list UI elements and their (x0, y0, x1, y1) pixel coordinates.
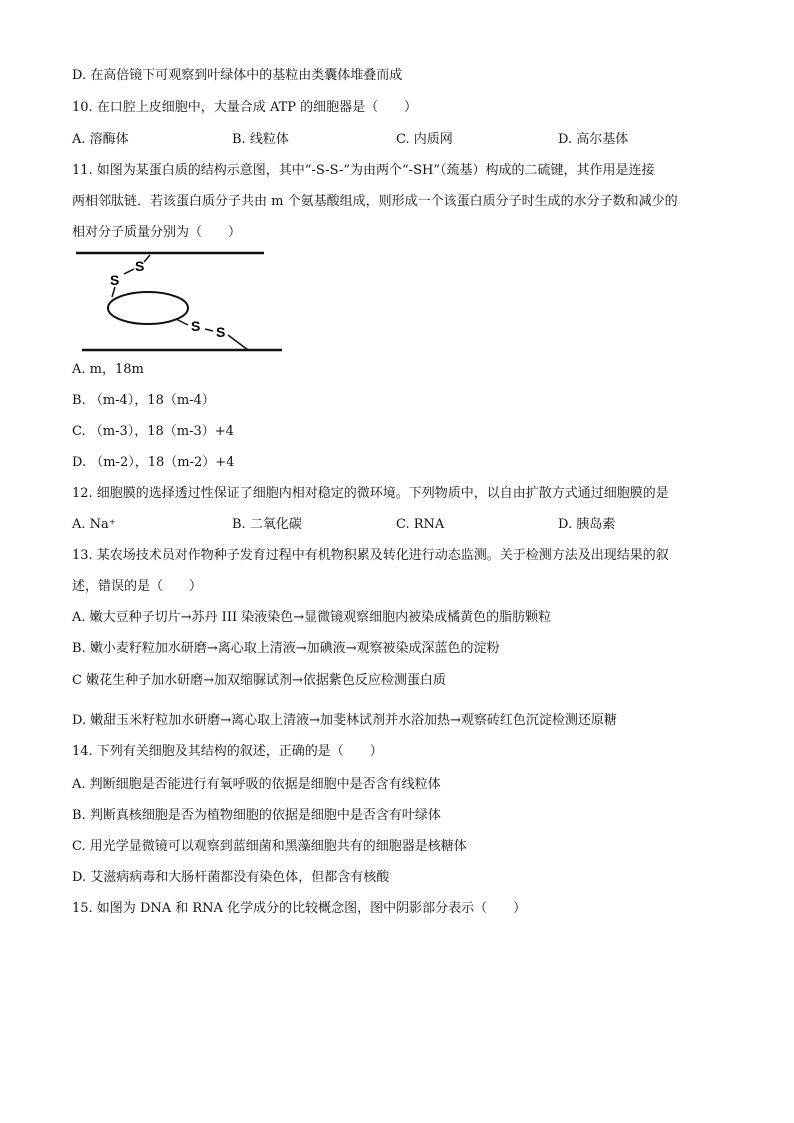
q13-option-c: C 嫩花生种子加水研磨→加双缩脲试剂→依据紫色反应检测蛋白质 (72, 673, 446, 688)
q13-stem-line2: 述，错误的是（ ） (72, 579, 203, 594)
q11-option-b: B. （m-4），18（m-4） (72, 393, 215, 408)
q11-stem-line3: 相对分子质量分别为（ ） (72, 225, 242, 240)
sulfur-label-4: S (216, 324, 226, 340)
q9-option-d: D. 在高倍镜下可观察到叶绿体中的基粒由类囊体堆叠而成 (72, 68, 403, 83)
q12-option-a: A. Na⁺ (72, 517, 116, 532)
q12-option-d: D. 胰岛素 (558, 517, 616, 532)
q14-option-d: D. 艾滋病病毒和大肠杆菌都没有染色体，但都含有核酸 (72, 870, 390, 885)
sulfur-label-1: S (135, 258, 145, 274)
q13-option-a: A. 嫩大豆种子切片→苏丹 III 染液染色→显微镜观察细胞内被染成橘黄色的脂肪颗粒 (72, 610, 552, 625)
q13-option-b: B. 嫩小麦籽粒加水研磨→离心取上清液→加碘液→观察被染成深蓝色的淀粉 (72, 641, 500, 656)
q11-option-a: A. m，18m (72, 362, 144, 377)
q10-option-c: C. 内质网 (396, 132, 453, 147)
q11-option-d: D. （m-2），18（m-2）+4 (72, 455, 235, 470)
q14-option-a: A. 判断细胞是否能进行有氧呼吸的依据是细胞中是否含有线粒体 (72, 777, 441, 792)
q12-stem: 12. 细胞膜的选择透过性保证了细胞内相对稳定的微环境。下列物质中，以自由扩散方式通过细胞膜的是 (72, 486, 669, 501)
protein-structure-figure (72, 247, 287, 357)
q13-stem-line1: 13. 某农场技术员对作物种子发育过程中有机物积累及转化进行动态监测。关于检测方法及出现结果的叙 (72, 548, 669, 563)
q15-stem: 15. 如图为 DNA 和 RNA 化学成分的比较概念图，图中阴影部分表示（ ） (72, 901, 527, 916)
q13-option-d: D. 嫩甜玉米籽粒加水研磨→离心取上清液→加斐林试剂并水浴加热→观察砖红色沉淀检测还原糖 (72, 713, 617, 728)
sulfur-label-2: S (110, 272, 120, 288)
q11-option-c: C. （m-3），18（m-3）+4 (72, 424, 234, 439)
q10-stem: 10. 在口腔上皮细胞中，大量合成 ATP 的细胞器是（ ） (72, 100, 418, 115)
q10-option-d: D. 高尔基体 (558, 132, 629, 147)
q14-option-c: C. 用光学显微镜可以观察到蓝细菌和黑藻细胞共有的细胞器是核糖体 (72, 839, 467, 854)
sulfur-label-3: S (191, 318, 201, 334)
q10-option-b: B. 线粒体 (232, 132, 289, 147)
q11-stem-line2: 两相邻肽链．若该蛋白质分子共由 m 个氨基酸组成，则形成一个该蛋白质分子时生成的水分子数和减少的 (72, 194, 678, 209)
q10-option-a: A. 溶酶体 (72, 132, 129, 147)
q12-option-b: B. 二氧化碳 (232, 517, 302, 532)
q14-option-b: B. 判断真核细胞是否为植物细胞的依据是细胞中是否含有叶绿体 (72, 808, 441, 823)
q12-option-c: C. RNA (396, 517, 445, 532)
q11-stem-line1: 11. 如图为某蛋白质的结构示意图，其中“-S-S-”为由两个“-SH”（巯基）构成的二硫键，其作用是连接 (72, 163, 655, 178)
q14-stem: 14. 下列有关细胞及其结构的叙述，正确的是（ ） (72, 744, 383, 759)
